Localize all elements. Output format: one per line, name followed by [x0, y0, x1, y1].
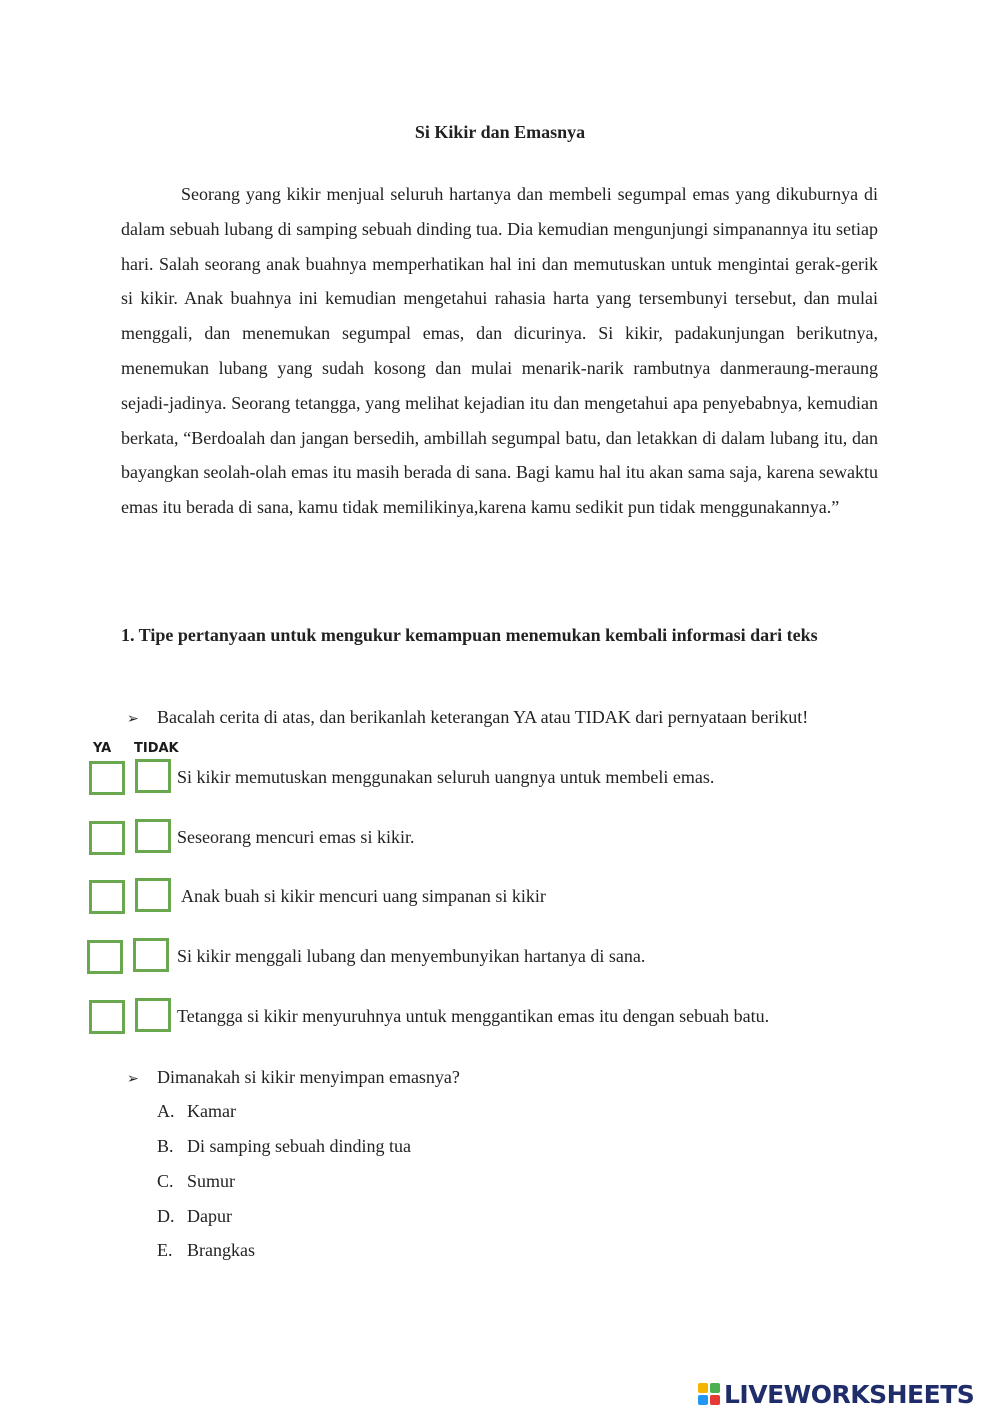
statement-3: Anak buah si kikir mencuri uang simpanan si kikir [181, 886, 546, 906]
instruction-bullet [127, 705, 808, 731]
no-checkbox-3[interactable] [135, 878, 171, 912]
no-checkbox-4[interactable] [133, 938, 169, 972]
option-text: Di samping sebuah dinding tua [187, 1136, 411, 1156]
option-letter: A. [157, 1101, 175, 1121]
section-heading: 1. Tipe pertanyaan untuk mengukur kemampuan menemukan kembali informasi dari teks [121, 625, 818, 645]
option-text: Kamar [187, 1101, 236, 1121]
no-checkbox-2[interactable] [135, 819, 171, 853]
option-text: Dapur [187, 1206, 232, 1226]
logo-square-4 [710, 1395, 720, 1405]
liveworksheets-logo-icon [698, 1383, 720, 1405]
logo-square-1 [698, 1383, 708, 1393]
instruction-text: Bacalah cerita di atas, dan berikanlah keterangan YA atau TIDAK dari pernyataan berikut! [157, 707, 809, 727]
no-checkbox-1[interactable] [135, 759, 171, 793]
yes-checkbox-5[interactable] [89, 1000, 125, 1034]
option-text: Sumur [187, 1171, 236, 1191]
statement-1: Si kikir memutuskan menggunakan seluruh uangnya untuk membeli emas. [177, 767, 715, 787]
logo-square-3 [698, 1395, 708, 1405]
arrowhead-bullet-icon: ➢ [127, 711, 139, 727]
no-checkbox-5[interactable] [135, 998, 171, 1032]
question-text: Dimanakah si kikir menyimpan emasnya? [157, 1067, 460, 1087]
yes-checkbox-3[interactable] [89, 880, 125, 914]
statement-5: Tetangga si kikir menyuruhnya untuk menggantikan emas itu dengan sebuah batu. [177, 1006, 770, 1026]
option-c[interactable] [157, 1169, 235, 1193]
option-letter: E. [157, 1240, 173, 1260]
arrowhead-bullet-icon: ➢ [127, 1071, 139, 1087]
page-title: Si Kikir dan Emasnya [414, 122, 586, 142]
yes-checkbox-2[interactable] [89, 821, 125, 855]
yes-checkbox-4[interactable] [87, 940, 123, 974]
story-paragraph: Seorang yang kikir menjual seluruh hartanya dan membeli segumpal emas yang dikuburnya di dalam sebuah lubang di samping sebuah dinding tua. Dia kemudian mengunjungi simpanannya itu setiap hari. Salah seorang anak buahnya memperhatikan hal ini dan memutuskan untuk mengintai gerak-gerik si kikir. Anak buahnya ini kemudian mengetahui rahasia harta yang tersembunyi tersebut, dan mulai menggali, dan menemukan segumpal emas, dan dicurinya. Si kikir, padakunjungan berikutnya, menemukan lubang yang sudah kosong dan mulai menarik-narik rambutnya danmeraung-meraung sejadi-jadinya. Seorang tetangga, yang melihat kejadian itu dan mengetahui apa penyebabnya, kemudian berkata, “Berdoalah dan jangan bersedih, ambillah segumpal batu, dan letakkan di dalam lubang itu, dan bayangkan seolah-olah emas itu masih berada di sana. Bagi kamu hal itu akan sama saja, karena sewaktu emas itu berada di sana, kamu tidak memilikinya,karena kamu sedikit pun tidak menggunakannya.” [121, 184, 878, 518]
option-letter: B. [157, 1136, 174, 1156]
option-text: Brangkas [187, 1240, 255, 1260]
column-label-ya: YA [93, 741, 112, 756]
option-e[interactable] [157, 1238, 255, 1262]
logo-square-2 [710, 1383, 720, 1393]
option-a[interactable] [157, 1099, 236, 1123]
option-letter: C. [157, 1171, 174, 1191]
logo-text: LIVEWORKSHEETS [724, 1379, 975, 1409]
question-bullet [127, 1065, 460, 1091]
yes-checkbox-1[interactable] [89, 761, 125, 795]
option-letter: D. [157, 1206, 175, 1226]
liveworksheets-logo[interactable] [698, 1379, 974, 1409]
statement-4: Si kikir menggali lubang dan menyembunyikan hartanya di sana. [177, 946, 646, 966]
statement-2: Seseorang mencuri emas si kikir. [177, 827, 415, 847]
option-d[interactable] [157, 1204, 232, 1228]
option-b[interactable] [157, 1134, 411, 1158]
column-label-tidak: TIDAK [134, 741, 179, 756]
